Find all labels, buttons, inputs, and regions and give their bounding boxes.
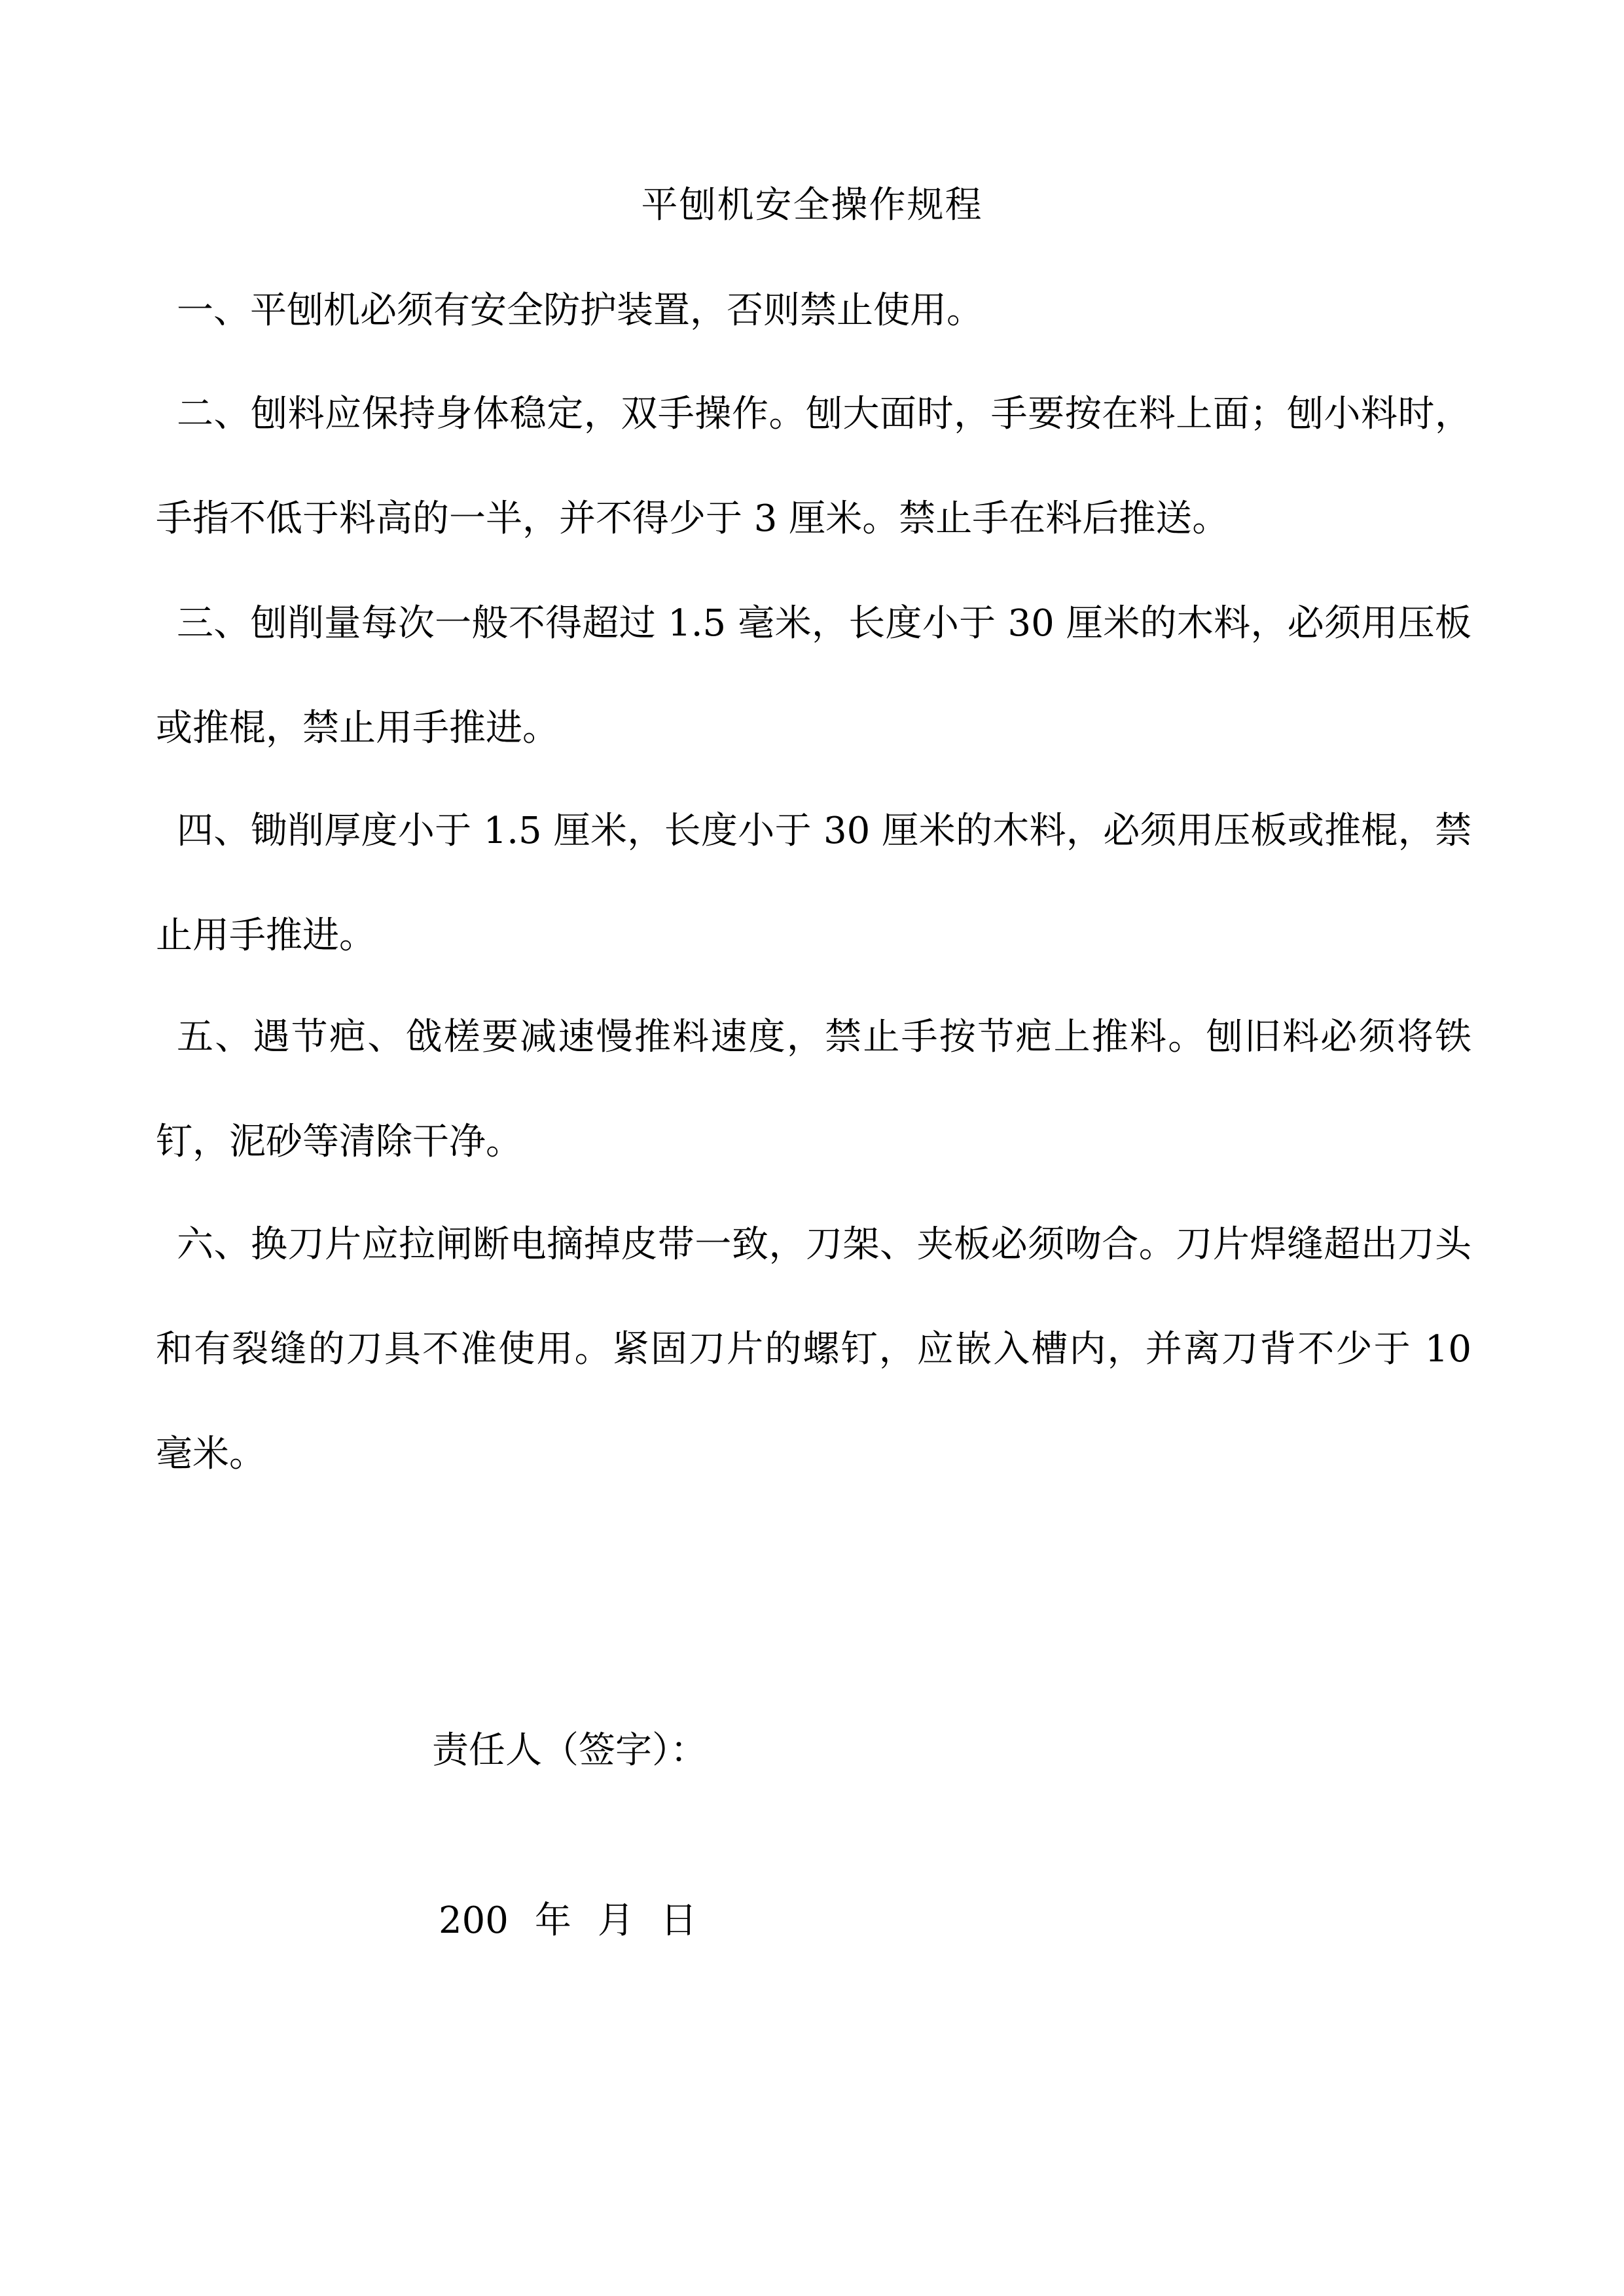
date-month-unit: 月 <box>597 1899 634 1942</box>
date-day-unit: 日 <box>660 1899 697 1942</box>
rule-paragraph-4: 四、锄削厚度小于 1.5 厘米，长度小于 30 厘米的木料，必须用压板或推棍，禁止用手推进。 <box>156 810 1471 957</box>
date-year-unit: 年 <box>534 1899 571 1942</box>
rule-paragraph-3: 三、刨削量每次一般不得超过 1.5 毫米，长度小于 30 厘米的木料，必须用压板或推棍，禁止用手推进。 <box>156 602 1471 749</box>
signature-label: 责任人（签字）： <box>432 1729 707 1772</box>
rule-paragraph-2: 二、刨料应保持身体稳定，双手操作。刨大面时，手要按在料上面；刨小料时，手指不低于料高的一半，并不得少于 3 厘米。禁止手在料后推送。 <box>156 393 1471 540</box>
date-year: 200 <box>439 1899 509 1942</box>
rule-paragraph-6: 六、换刀片应拉闸断电摘掉皮带一致，刀架、夹板必须吻合。刀片焊缝超出刀头和有裂缝的刀具不准使用。紧固刀片的螺钉，应嵌入槽内，并离刀背不少于 10 毫米。 <box>156 1223 1471 1475</box>
rule-paragraph-1: 一、平刨机必须有安全防护装置，否则禁止使用。 <box>177 289 983 332</box>
date-line <box>439 1895 697 1947</box>
document-title: 平刨机安全操作规程 <box>641 184 983 226</box>
rule-paragraph-5: 五、遇节疤、戗槎要减速慢推料速度，禁止手按节疤上推料。刨旧料必须将铁钉，泥砂等清除干净。 <box>156 1016 1471 1163</box>
